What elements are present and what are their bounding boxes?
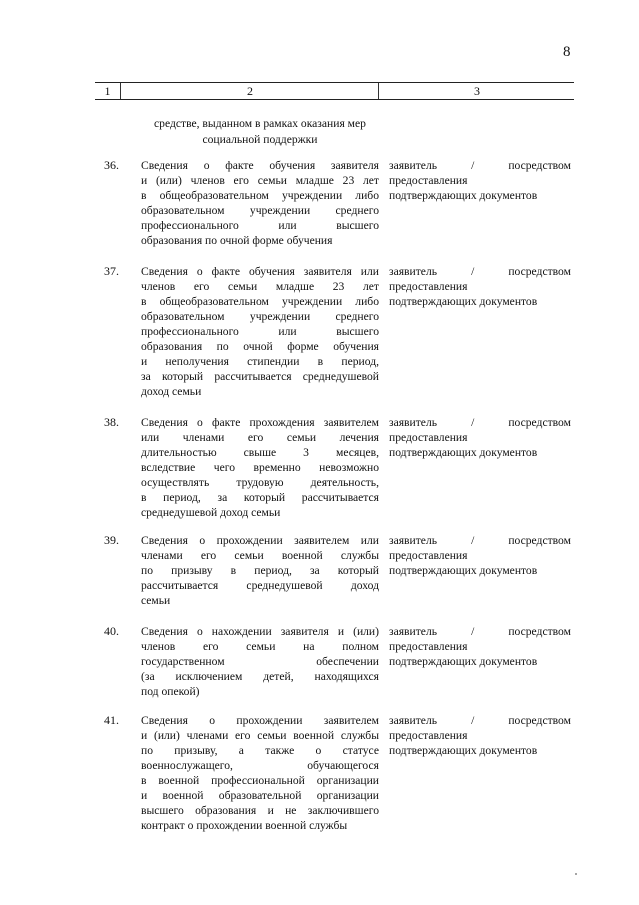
description-line: высшего образования и не заключившего: [141, 804, 379, 817]
description-line: образования по очной форме обучения: [141, 340, 379, 353]
continuation-line: средстве, выданном в рамках оказания мер: [154, 117, 366, 130]
source-word: /: [471, 625, 475, 638]
row-source: [389, 158, 571, 203]
description-line: за который рассчитывается среднедушевой: [141, 370, 379, 383]
row-description: [141, 415, 379, 520]
description-line: (за исключением детей, находящихся: [141, 670, 379, 683]
source-word: посредством: [508, 265, 571, 278]
row-number: 38.: [104, 415, 119, 429]
source-word: посредством: [508, 714, 571, 727]
source-word: заявитель: [389, 265, 438, 278]
source-first-line: [389, 533, 571, 548]
source-word: /: [471, 714, 475, 727]
description-line: Сведения о факте обучения заявителя: [141, 159, 379, 172]
description-line: членами его семьи военной службы: [141, 549, 379, 562]
description-line: контракт о прохождении военной службы: [141, 819, 348, 832]
row-source: [389, 624, 571, 669]
description-line: и военной образовательной организации: [141, 789, 379, 802]
row-source: [389, 264, 571, 309]
description-line: в общеобразовательном учреждении либо: [141, 295, 379, 308]
description-line: осуществлять трудовую деятельность,: [141, 476, 379, 489]
row-number: 39.: [104, 533, 119, 547]
description-line: военнослужащего, обучающегося: [141, 759, 379, 772]
row-source: [389, 415, 571, 460]
source-line: предоставления: [389, 174, 468, 187]
source-line: подтверждающих документов: [389, 564, 538, 577]
continuation-text: [138, 116, 382, 147]
source-word: заявитель: [389, 714, 438, 727]
row-description: [141, 264, 379, 399]
source-line: предоставления: [389, 431, 468, 444]
description-line: под опекой): [141, 685, 200, 698]
source-word: заявитель: [389, 534, 438, 547]
description-line: по призыву, а также о статусе: [141, 744, 379, 757]
column-header-1: 1: [104, 84, 111, 98]
description-line: Сведения о нахождении заявителя и (или): [141, 625, 379, 638]
description-line: профессионального или высшего: [141, 219, 379, 232]
description-line: членов его семьи младше 23 лет: [141, 280, 379, 293]
source-line: подтверждающих документов: [389, 295, 538, 308]
source-line: подтверждающих документов: [389, 744, 538, 757]
description-line: государственном обеспечении: [141, 655, 379, 668]
description-line: Сведения о факте обучения заявителя или: [141, 265, 379, 278]
source-word: /: [471, 265, 475, 278]
description-line: в общеобразовательном учреждении либо: [141, 189, 379, 202]
row-source: [389, 533, 571, 578]
row-number: 36.: [104, 158, 119, 172]
description-line: в военной профессиональной организации: [141, 774, 379, 787]
column-header-3: 3: [378, 83, 575, 99]
row-description: [141, 624, 379, 699]
column-header-2: 2: [120, 83, 379, 99]
description-line: в период, за который рассчитывается: [141, 491, 379, 504]
description-line: по призыву в период, за который: [141, 564, 379, 577]
description-line: или членами его семьи лечения: [141, 431, 379, 444]
source-word: заявитель: [389, 416, 438, 429]
source-first-line: [389, 624, 571, 639]
source-word: /: [471, 534, 475, 547]
source-word: заявитель: [389, 625, 438, 638]
description-line: образования по очной форме обучения: [141, 234, 333, 247]
source-word: /: [471, 416, 475, 429]
scan-artifact: [575, 873, 577, 875]
source-line: подтверждающих документов: [389, 655, 538, 668]
source-first-line: [389, 264, 571, 279]
row-number: 37.: [104, 264, 119, 278]
source-line: предоставления: [389, 640, 468, 653]
row-description: [141, 533, 379, 608]
row-description: [141, 158, 379, 248]
description-line: Сведения о факте прохождения заявителем: [141, 416, 379, 429]
source-word: посредством: [508, 625, 571, 638]
description-line: образовательном учреждении среднего: [141, 204, 379, 217]
source-line: подтверждающих документов: [389, 446, 538, 459]
source-first-line: [389, 415, 571, 430]
description-line: и (или) членов его семьи младше 23 лет: [141, 174, 379, 187]
description-line: членов его семьи на полном: [141, 640, 379, 653]
source-line: предоставления: [389, 549, 468, 562]
source-line: предоставления: [389, 729, 468, 742]
description-line: и неполучения стипендии в период,: [141, 355, 379, 368]
description-line: Сведения о прохождении заявителем: [141, 714, 379, 727]
page-number: 8: [563, 44, 571, 60]
row-number: 41.: [104, 713, 119, 727]
description-line: среднедушевой доход семьи: [141, 506, 281, 519]
source-word: заявитель: [389, 159, 438, 172]
description-line: вследствие чего временно невозможно: [141, 461, 379, 474]
source-word: посредством: [508, 534, 571, 547]
row-source: [389, 713, 571, 758]
description-line: длительностью свыше 3 месяцев,: [141, 446, 379, 459]
source-line: предоставления: [389, 280, 468, 293]
source-word: посредством: [508, 159, 571, 172]
source-line: подтверждающих документов: [389, 189, 538, 202]
description-line: рассчитывается среднедушевой доход: [141, 579, 379, 592]
description-line: и (или) членами его семьи военной службы: [141, 729, 379, 742]
description-line: профессионального или высшего: [141, 325, 379, 338]
description-line: доход семьи: [141, 385, 202, 398]
table-header: [95, 82, 574, 100]
description-line: образовательном учреждении среднего: [141, 310, 379, 323]
description-line: семьи: [141, 594, 171, 607]
continuation-line: социальной поддержки: [202, 132, 318, 146]
source-first-line: [389, 713, 571, 728]
source-first-line: [389, 158, 571, 173]
row-number: 40.: [104, 624, 119, 638]
description-line: Сведения о прохождении заявителем или: [141, 534, 379, 547]
source-word: /: [471, 159, 475, 172]
source-word: посредством: [508, 416, 571, 429]
row-description: [141, 713, 379, 833]
